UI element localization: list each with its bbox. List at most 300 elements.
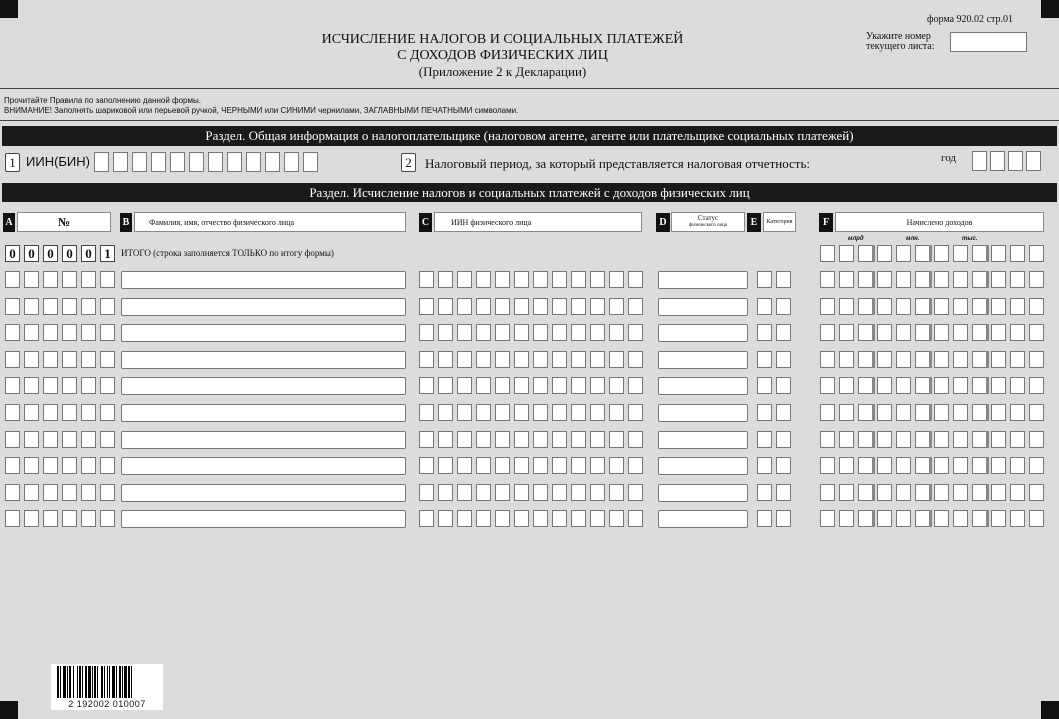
iin-cell[interactable]: [590, 404, 605, 421]
iin-cell[interactable]: [419, 484, 434, 501]
income-cell[interactable]: [1029, 404, 1044, 421]
row-number-cell[interactable]: [5, 457, 20, 474]
category-cell[interactable]: [776, 404, 791, 421]
row-number-cell[interactable]: [43, 431, 58, 448]
income-cell[interactable]: [896, 271, 911, 288]
status-input[interactable]: [658, 271, 748, 289]
iin-cell[interactable]: [590, 271, 605, 288]
iin-cell[interactable]: [590, 457, 605, 474]
income-cell[interactable]: [896, 431, 911, 448]
sheet-number-input[interactable]: [950, 32, 1027, 52]
income-cell[interactable]: [972, 404, 987, 421]
row-number-cell[interactable]: [24, 457, 39, 474]
row-number-cell[interactable]: [100, 484, 115, 501]
income-cell[interactable]: [858, 404, 873, 421]
category-cell[interactable]: [776, 298, 791, 315]
income-cell[interactable]: [839, 404, 854, 421]
category-cell[interactable]: [757, 431, 772, 448]
row-number-cell[interactable]: [5, 431, 20, 448]
income-cell[interactable]: [839, 510, 854, 527]
income-cell[interactable]: [877, 351, 892, 368]
full-name-input[interactable]: [121, 457, 406, 475]
iin-cell[interactable]: [552, 324, 567, 341]
iin-cell[interactable]: [628, 404, 643, 421]
income-cell[interactable]: [1029, 457, 1044, 474]
income-cell[interactable]: [953, 404, 968, 421]
iin-cell[interactable]: [609, 404, 624, 421]
status-input[interactable]: [658, 351, 748, 369]
iin-bin-cell[interactable]: [303, 152, 318, 172]
row-number-cell[interactable]: [24, 271, 39, 288]
iin-cell[interactable]: [514, 457, 529, 474]
income-cell[interactable]: [953, 271, 968, 288]
status-input[interactable]: [658, 377, 748, 395]
iin-cell[interactable]: [438, 298, 453, 315]
income-cell[interactable]: [972, 457, 987, 474]
year-cell[interactable]: [1026, 151, 1041, 171]
iin-cell[interactable]: [457, 324, 472, 341]
income-cell[interactable]: [972, 271, 987, 288]
income-cell[interactable]: [896, 457, 911, 474]
iin-cell[interactable]: [628, 271, 643, 288]
year-cell[interactable]: [990, 151, 1005, 171]
full-name-input[interactable]: [121, 484, 406, 502]
total-income-cell[interactable]: [1029, 245, 1044, 262]
category-cell[interactable]: [757, 457, 772, 474]
iin-cell[interactable]: [495, 324, 510, 341]
income-cell[interactable]: [953, 324, 968, 341]
category-cell[interactable]: [757, 271, 772, 288]
income-cell[interactable]: [991, 457, 1006, 474]
category-cell[interactable]: [757, 377, 772, 394]
income-cell[interactable]: [972, 324, 987, 341]
income-cell[interactable]: [1029, 484, 1044, 501]
income-cell[interactable]: [934, 457, 949, 474]
full-name-input[interactable]: [121, 298, 406, 316]
iin-cell[interactable]: [419, 510, 434, 527]
iin-cell[interactable]: [438, 271, 453, 288]
row-number-cell[interactable]: [100, 431, 115, 448]
iin-bin-cell[interactable]: [227, 152, 242, 172]
income-cell[interactable]: [1010, 457, 1025, 474]
income-cell[interactable]: [915, 324, 930, 341]
iin-cell[interactable]: [571, 351, 586, 368]
row-number-cell[interactable]: [43, 324, 58, 341]
full-name-input[interactable]: [121, 351, 406, 369]
row-number-cell[interactable]: [62, 298, 77, 315]
iin-cell[interactable]: [571, 510, 586, 527]
iin-bin-cell[interactable]: [284, 152, 299, 172]
iin-cell[interactable]: [476, 431, 491, 448]
income-cell[interactable]: [972, 510, 987, 527]
income-cell[interactable]: [972, 484, 987, 501]
row-number-cell[interactable]: [24, 298, 39, 315]
income-cell[interactable]: [820, 324, 835, 341]
row-number-cell[interactable]: [5, 484, 20, 501]
row-number-cell[interactable]: [24, 324, 39, 341]
full-name-input[interactable]: [121, 324, 406, 342]
income-cell[interactable]: [858, 298, 873, 315]
iin-cell[interactable]: [590, 510, 605, 527]
category-cell[interactable]: [776, 431, 791, 448]
iin-cell[interactable]: [590, 351, 605, 368]
iin-cell[interactable]: [552, 404, 567, 421]
iin-cell[interactable]: [438, 484, 453, 501]
iin-cell[interactable]: [476, 324, 491, 341]
iin-bin-cell[interactable]: [113, 152, 128, 172]
income-cell[interactable]: [896, 484, 911, 501]
iin-bin-cell[interactable]: [94, 152, 109, 172]
iin-cell[interactable]: [476, 377, 491, 394]
iin-cell[interactable]: [533, 457, 548, 474]
income-cell[interactable]: [991, 510, 1006, 527]
iin-cell[interactable]: [495, 298, 510, 315]
row-number-cell[interactable]: [24, 351, 39, 368]
iin-cell[interactable]: [457, 404, 472, 421]
income-cell[interactable]: [991, 271, 1006, 288]
income-cell[interactable]: [1029, 377, 1044, 394]
income-cell[interactable]: [877, 271, 892, 288]
income-cell[interactable]: [1029, 271, 1044, 288]
iin-cell[interactable]: [457, 484, 472, 501]
iin-cell[interactable]: [457, 377, 472, 394]
iin-cell[interactable]: [609, 457, 624, 474]
income-cell[interactable]: [896, 404, 911, 421]
income-cell[interactable]: [934, 510, 949, 527]
row-number-cell[interactable]: [5, 351, 20, 368]
income-cell[interactable]: [953, 431, 968, 448]
income-cell[interactable]: [934, 298, 949, 315]
income-cell[interactable]: [915, 431, 930, 448]
iin-cell[interactable]: [590, 324, 605, 341]
iin-cell[interactable]: [514, 431, 529, 448]
row-number-cell[interactable]: [100, 510, 115, 527]
iin-cell[interactable]: [495, 484, 510, 501]
income-cell[interactable]: [877, 404, 892, 421]
income-cell[interactable]: [820, 298, 835, 315]
row-number-cell[interactable]: [43, 510, 58, 527]
row-number-cell[interactable]: [5, 404, 20, 421]
total-income-cell[interactable]: [839, 245, 854, 262]
iin-cell[interactable]: [571, 298, 586, 315]
income-cell[interactable]: [896, 324, 911, 341]
iin-cell[interactable]: [419, 271, 434, 288]
income-cell[interactable]: [877, 431, 892, 448]
iin-cell[interactable]: [438, 351, 453, 368]
income-cell[interactable]: [1029, 324, 1044, 341]
income-cell[interactable]: [915, 377, 930, 394]
row-number-cell[interactable]: [43, 484, 58, 501]
income-cell[interactable]: [1010, 510, 1025, 527]
income-cell[interactable]: [915, 404, 930, 421]
iin-cell[interactable]: [476, 271, 491, 288]
income-cell[interactable]: [820, 484, 835, 501]
income-cell[interactable]: [820, 431, 835, 448]
iin-cell[interactable]: [552, 431, 567, 448]
iin-cell[interactable]: [495, 457, 510, 474]
iin-cell[interactable]: [590, 377, 605, 394]
income-cell[interactable]: [915, 351, 930, 368]
income-cell[interactable]: [877, 510, 892, 527]
iin-cell[interactable]: [514, 324, 529, 341]
iin-cell[interactable]: [457, 510, 472, 527]
total-income-cell[interactable]: [877, 245, 892, 262]
income-cell[interactable]: [896, 510, 911, 527]
iin-cell[interactable]: [533, 484, 548, 501]
income-cell[interactable]: [839, 457, 854, 474]
income-cell[interactable]: [877, 457, 892, 474]
row-number-cell[interactable]: [43, 271, 58, 288]
iin-cell[interactable]: [514, 271, 529, 288]
iin-bin-cell[interactable]: [189, 152, 204, 172]
iin-cell[interactable]: [419, 298, 434, 315]
row-number-cell[interactable]: [100, 457, 115, 474]
income-cell[interactable]: [1010, 431, 1025, 448]
iin-cell[interactable]: [476, 510, 491, 527]
income-cell[interactable]: [896, 351, 911, 368]
income-cell[interactable]: [839, 351, 854, 368]
income-cell[interactable]: [991, 484, 1006, 501]
income-cell[interactable]: [1010, 377, 1025, 394]
iin-cell[interactable]: [628, 351, 643, 368]
year-cell[interactable]: [1008, 151, 1023, 171]
iin-cell[interactable]: [533, 377, 548, 394]
income-cell[interactable]: [934, 377, 949, 394]
row-number-cell[interactable]: [81, 351, 96, 368]
row-number-cell[interactable]: [62, 351, 77, 368]
income-cell[interactable]: [953, 298, 968, 315]
income-cell[interactable]: [1010, 298, 1025, 315]
iin-cell[interactable]: [514, 484, 529, 501]
iin-cell[interactable]: [628, 431, 643, 448]
category-cell[interactable]: [776, 510, 791, 527]
row-number-cell[interactable]: [5, 324, 20, 341]
iin-cell[interactable]: [533, 298, 548, 315]
iin-cell[interactable]: [438, 431, 453, 448]
iin-cell[interactable]: [457, 271, 472, 288]
row-number-cell[interactable]: [43, 351, 58, 368]
status-input[interactable]: [658, 510, 748, 528]
income-cell[interactable]: [1010, 484, 1025, 501]
income-cell[interactable]: [820, 457, 835, 474]
iin-cell[interactable]: [609, 484, 624, 501]
row-number-cell[interactable]: [81, 404, 96, 421]
iin-cell[interactable]: [514, 377, 529, 394]
income-cell[interactable]: [877, 377, 892, 394]
row-number-cell[interactable]: [81, 431, 96, 448]
iin-cell[interactable]: [571, 484, 586, 501]
income-cell[interactable]: [1029, 298, 1044, 315]
income-cell[interactable]: [858, 377, 873, 394]
income-cell[interactable]: [915, 484, 930, 501]
row-number-cell[interactable]: [24, 431, 39, 448]
row-number-cell[interactable]: [81, 271, 96, 288]
iin-cell[interactable]: [571, 377, 586, 394]
row-number-cell[interactable]: [62, 271, 77, 288]
total-income-cell[interactable]: [820, 245, 835, 262]
total-income-cell[interactable]: [915, 245, 930, 262]
row-number-cell[interactable]: [5, 271, 20, 288]
iin-cell[interactable]: [419, 457, 434, 474]
income-cell[interactable]: [858, 484, 873, 501]
row-number-cell[interactable]: [100, 404, 115, 421]
full-name-input[interactable]: [121, 377, 406, 395]
iin-cell[interactable]: [438, 404, 453, 421]
row-number-cell[interactable]: [81, 298, 96, 315]
iin-cell[interactable]: [457, 457, 472, 474]
row-number-cell[interactable]: [24, 377, 39, 394]
income-cell[interactable]: [915, 457, 930, 474]
iin-bin-cell[interactable]: [265, 152, 280, 172]
iin-cell[interactable]: [533, 404, 548, 421]
iin-bin-cell[interactable]: [246, 152, 261, 172]
iin-bin-cell[interactable]: [170, 152, 185, 172]
income-cell[interactable]: [934, 271, 949, 288]
row-number-cell[interactable]: [24, 510, 39, 527]
row-number-cell[interactable]: [62, 404, 77, 421]
iin-cell[interactable]: [495, 271, 510, 288]
iin-cell[interactable]: [571, 271, 586, 288]
income-cell[interactable]: [820, 510, 835, 527]
category-cell[interactable]: [757, 404, 772, 421]
income-cell[interactable]: [839, 484, 854, 501]
income-cell[interactable]: [953, 457, 968, 474]
income-cell[interactable]: [1029, 510, 1044, 527]
row-number-cell[interactable]: [43, 457, 58, 474]
income-cell[interactable]: [934, 404, 949, 421]
category-cell[interactable]: [776, 271, 791, 288]
income-cell[interactable]: [858, 324, 873, 341]
category-cell[interactable]: [757, 298, 772, 315]
row-number-cell[interactable]: [100, 324, 115, 341]
iin-cell[interactable]: [514, 510, 529, 527]
row-number-cell[interactable]: [100, 298, 115, 315]
category-cell[interactable]: [776, 457, 791, 474]
income-cell[interactable]: [934, 324, 949, 341]
income-cell[interactable]: [858, 271, 873, 288]
row-number-cell[interactable]: [43, 404, 58, 421]
income-cell[interactable]: [972, 298, 987, 315]
iin-cell[interactable]: [552, 377, 567, 394]
status-input[interactable]: [658, 324, 748, 342]
income-cell[interactable]: [858, 457, 873, 474]
iin-cell[interactable]: [419, 324, 434, 341]
iin-cell[interactable]: [609, 431, 624, 448]
income-cell[interactable]: [991, 298, 1006, 315]
income-cell[interactable]: [1010, 324, 1025, 341]
iin-cell[interactable]: [495, 431, 510, 448]
iin-cell[interactable]: [419, 431, 434, 448]
iin-cell[interactable]: [533, 431, 548, 448]
category-cell[interactable]: [757, 324, 772, 341]
iin-cell[interactable]: [476, 484, 491, 501]
income-cell[interactable]: [934, 351, 949, 368]
iin-cell[interactable]: [514, 298, 529, 315]
iin-cell[interactable]: [419, 404, 434, 421]
iin-cell[interactable]: [552, 510, 567, 527]
row-number-cell[interactable]: [81, 484, 96, 501]
iin-cell[interactable]: [552, 351, 567, 368]
iin-cell[interactable]: [457, 298, 472, 315]
iin-cell[interactable]: [533, 351, 548, 368]
iin-cell[interactable]: [628, 457, 643, 474]
income-cell[interactable]: [1010, 351, 1025, 368]
iin-cell[interactable]: [628, 377, 643, 394]
iin-cell[interactable]: [571, 404, 586, 421]
income-cell[interactable]: [1010, 271, 1025, 288]
income-cell[interactable]: [953, 377, 968, 394]
income-cell[interactable]: [877, 324, 892, 341]
iin-cell[interactable]: [457, 351, 472, 368]
income-cell[interactable]: [953, 510, 968, 527]
iin-bin-cell[interactable]: [208, 152, 223, 172]
iin-cell[interactable]: [419, 351, 434, 368]
iin-cell[interactable]: [628, 324, 643, 341]
row-number-cell[interactable]: [81, 510, 96, 527]
iin-cell[interactable]: [438, 377, 453, 394]
total-income-cell[interactable]: [991, 245, 1006, 262]
iin-cell[interactable]: [438, 510, 453, 527]
income-cell[interactable]: [839, 298, 854, 315]
total-income-cell[interactable]: [972, 245, 987, 262]
income-cell[interactable]: [915, 298, 930, 315]
row-number-cell[interactable]: [81, 457, 96, 474]
income-cell[interactable]: [858, 431, 873, 448]
income-cell[interactable]: [972, 351, 987, 368]
iin-cell[interactable]: [552, 484, 567, 501]
iin-cell[interactable]: [590, 431, 605, 448]
row-number-cell[interactable]: [100, 271, 115, 288]
income-cell[interactable]: [820, 271, 835, 288]
income-cell[interactable]: [991, 324, 1006, 341]
row-number-cell[interactable]: [24, 484, 39, 501]
category-cell[interactable]: [757, 510, 772, 527]
iin-cell[interactable]: [609, 351, 624, 368]
iin-cell[interactable]: [609, 298, 624, 315]
income-cell[interactable]: [896, 298, 911, 315]
iin-cell[interactable]: [609, 510, 624, 527]
income-cell[interactable]: [896, 377, 911, 394]
iin-cell[interactable]: [552, 298, 567, 315]
iin-cell[interactable]: [495, 404, 510, 421]
income-cell[interactable]: [934, 484, 949, 501]
iin-cell[interactable]: [552, 271, 567, 288]
category-cell[interactable]: [776, 377, 791, 394]
iin-cell[interactable]: [628, 510, 643, 527]
iin-cell[interactable]: [609, 377, 624, 394]
iin-cell[interactable]: [476, 298, 491, 315]
iin-cell[interactable]: [495, 351, 510, 368]
iin-bin-cell[interactable]: [151, 152, 166, 172]
status-input[interactable]: [658, 431, 748, 449]
total-income-cell[interactable]: [934, 245, 949, 262]
income-cell[interactable]: [877, 298, 892, 315]
income-cell[interactable]: [991, 404, 1006, 421]
income-cell[interactable]: [858, 351, 873, 368]
full-name-input[interactable]: [121, 510, 406, 528]
row-number-cell[interactable]: [81, 377, 96, 394]
row-number-cell[interactable]: [62, 457, 77, 474]
iin-cell[interactable]: [476, 457, 491, 474]
category-cell[interactable]: [776, 351, 791, 368]
full-name-input[interactable]: [121, 271, 406, 289]
iin-cell[interactable]: [609, 271, 624, 288]
income-cell[interactable]: [1029, 351, 1044, 368]
income-cell[interactable]: [1029, 431, 1044, 448]
income-cell[interactable]: [991, 377, 1006, 394]
income-cell[interactable]: [839, 324, 854, 341]
iin-cell[interactable]: [476, 351, 491, 368]
